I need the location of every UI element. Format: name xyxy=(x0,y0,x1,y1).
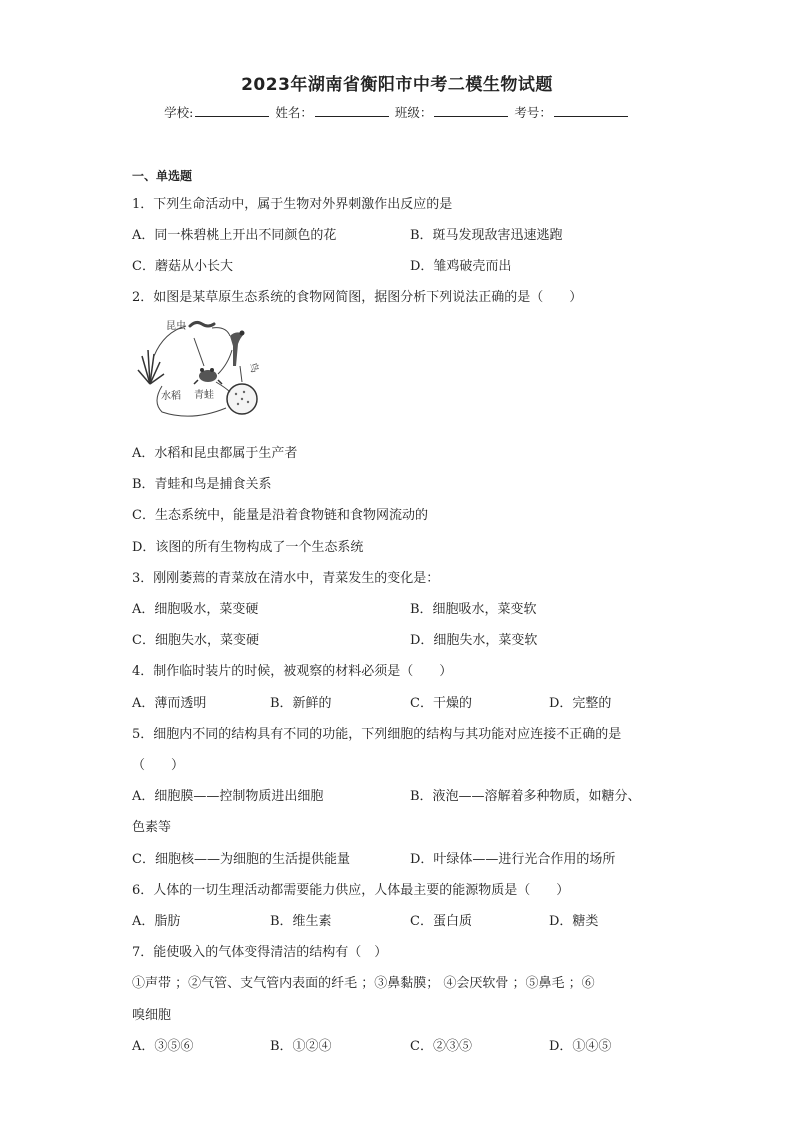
q1-stem: 1．下列生命活动中，属于生物对外界刺激作出反应的是 xyxy=(132,197,453,212)
q1-option-b[interactable]: B．斑马发现敌害迅速逃跑 xyxy=(410,228,563,243)
q1-option-d[interactable]: D．雏鸡破壳而出 xyxy=(410,259,512,274)
name-blank[interactable] xyxy=(315,104,389,117)
q2-option-b[interactable]: B．青蛙和鸟是捕食关系 xyxy=(132,477,272,492)
number-label: 考号： xyxy=(514,105,552,120)
rice-plant-icon xyxy=(138,350,164,384)
q4-option-b[interactable]: B．新鲜的 xyxy=(270,696,332,711)
q6-option-b[interactable]: B．维生素 xyxy=(270,914,332,929)
q5-option-c[interactable]: C．细胞核——为细胞的生活提供能量 xyxy=(132,852,350,867)
school-label: 学校: xyxy=(164,105,194,120)
q6-option-a[interactable]: A．脂肪 xyxy=(132,914,181,929)
q7-option-a[interactable]: A．③⑤⑥ xyxy=(132,1039,194,1054)
student-info-line xyxy=(0,103,794,121)
q5-option-b[interactable]: B．液泡——溶解着多种物质，如糖分、 xyxy=(410,789,641,804)
q2-option-a[interactable]: A．水稻和昆虫都属于生产者 xyxy=(132,446,298,461)
q3-option-d[interactable]: D．细胞失水，菜变软 xyxy=(410,633,538,648)
q2-option-d[interactable]: D．该图的所有生物构成了一个生态系统 xyxy=(132,540,364,555)
q7-option-d[interactable]: D．①④⑤ xyxy=(549,1039,612,1054)
frog-icon xyxy=(194,368,222,384)
figure-label-insect: 昆虫 xyxy=(166,321,186,332)
q5-option-d[interactable]: D．叶绿体——进行光合作用的场所 xyxy=(410,852,616,867)
q4-option-a[interactable]: A．薄而透明 xyxy=(132,696,207,711)
q2-option-c[interactable]: C．生态系统中，能量是沿着食物链和食物网流动的 xyxy=(132,508,428,523)
q5-option-a[interactable]: A．细胞膜——控制物质进出细胞 xyxy=(132,789,324,804)
q7-statement-list-continued: 嗅细胞 xyxy=(132,1008,172,1023)
q3-stem: 3．刚刚萎蔫的青菜放在清水中，青菜发生的变化是： xyxy=(132,571,440,586)
bird-icon xyxy=(230,331,245,367)
figure-label-rice: 水稻 xyxy=(161,391,181,402)
figure-label-bird: 鸟 xyxy=(246,361,260,375)
section-heading: 一、单选题 xyxy=(132,169,193,183)
q6-stem: 6．人体的一切生理活动都需要能力供应，人体最主要的能源物质是（ ） xyxy=(132,883,570,898)
school-blank[interactable] xyxy=(195,104,269,117)
insect-icon xyxy=(190,322,214,326)
class-blank[interactable] xyxy=(434,104,508,117)
q4-option-d[interactable]: D．完整的 xyxy=(549,696,612,711)
name-label: 姓名： xyxy=(275,105,313,120)
decomposer-icon xyxy=(227,384,257,414)
q1-option-a[interactable]: A．同一株碧桃上开出不同颜色的花 xyxy=(132,228,337,243)
class-label: 班级： xyxy=(394,105,433,120)
number-blank[interactable] xyxy=(554,104,628,117)
q5-option-b-continued: 色素等 xyxy=(132,820,172,835)
q6-option-d[interactable]: D．糖类 xyxy=(549,914,599,929)
q7-statement-list: ①声带 ；②气管、支气管内表面的纤毛 ；③鼻黏膜； ④会厌软骨 ；⑤鼻毛 ；⑥ xyxy=(132,976,595,991)
q4-stem: 4．制作临时装片的时候，被观察的材料必须是（ ） xyxy=(132,664,453,679)
q4-option-c[interactable]: C．干燥的 xyxy=(410,696,472,711)
q3-option-b[interactable]: B．细胞吸水，菜变软 xyxy=(410,602,537,617)
q2-stem: 2．如图是某草原生态系统的食物网简图，据图分析下列说法正确的是（ ） xyxy=(132,290,583,305)
q7-option-c[interactable]: C．②③⑤ xyxy=(410,1039,472,1054)
page-title: 2023年湖南省衡阳市中考二模生物试题 xyxy=(241,75,553,95)
q1-option-c[interactable]: C．蘑菇从小长大 xyxy=(132,259,233,274)
q3-option-c[interactable]: C．细胞失水，菜变硬 xyxy=(132,633,259,648)
q3-option-a[interactable]: A．细胞吸水，菜变硬 xyxy=(132,602,259,617)
q5-stem: 5．细胞内不同的结构具有不同的功能，下列细胞的结构与其功能对应连接不正确的是 xyxy=(132,727,622,742)
q6-option-c[interactable]: C．蛋白质 xyxy=(410,914,472,929)
q5-stem-continued: （ ） xyxy=(132,758,185,773)
figure-label-frog: 青蛙 xyxy=(194,390,214,401)
q7-option-b[interactable]: B．①②④ xyxy=(270,1039,332,1054)
q7-stem: 7．能使吸入的气体变得清洁的结构有（ ） xyxy=(132,945,388,960)
food-web-figure xyxy=(132,314,272,426)
